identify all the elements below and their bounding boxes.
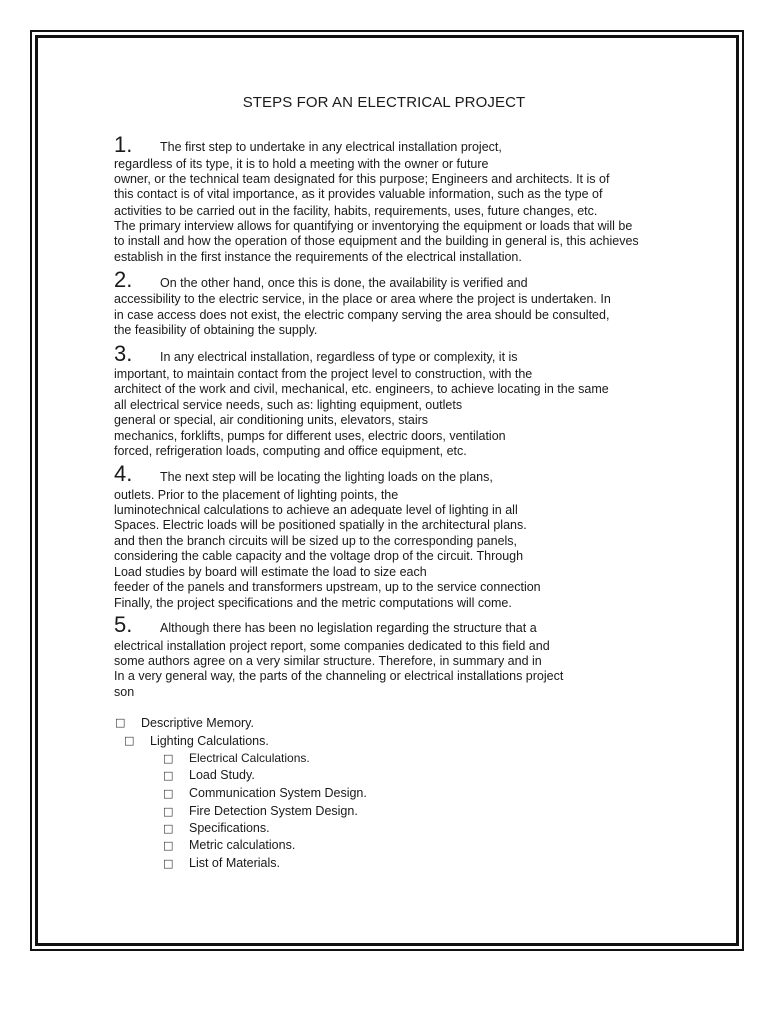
list-item: Specifications. xyxy=(189,821,270,835)
paragraph-line: considering the cable capacity and the voltage drop of the circuit. Through xyxy=(114,549,524,563)
section-number: 1. xyxy=(114,132,133,157)
square-bullet-icon xyxy=(163,857,173,871)
paragraph-line: to install and how the operation of those equipment and the building in general is, this achieves xyxy=(114,234,639,248)
paragraph-line: in case access does not exist, the electric company serving the area should be consulted, xyxy=(114,308,610,322)
square-bullet-icon xyxy=(163,787,173,801)
list-item: Fire Detection System Design. xyxy=(189,804,358,818)
paragraph-line: and then the branch circuits will be sized up to the corresponding panels, xyxy=(114,534,518,548)
paragraph-line: the feasibility of obtaining the supply. xyxy=(114,323,318,337)
square-bullet-icon xyxy=(163,752,173,766)
paragraph-line: establish in the first instance the requirements of the electrical installation. xyxy=(114,250,522,264)
square-bullet-icon xyxy=(115,716,125,730)
paragraph-line: some authors agree on a very similar structure. Therefore, in summary and in xyxy=(114,654,542,668)
paragraph-line: The first step to undertake in any electrical installation project, xyxy=(160,140,502,154)
list-item: Electrical Calculations. xyxy=(189,751,310,765)
paragraph-line: forced, refrigeration loads, computing and office equipment, etc. xyxy=(114,444,467,458)
paragraph-line: son xyxy=(114,685,135,699)
square-bullet-icon xyxy=(163,769,173,783)
paragraph-line: accessibility to the electric service, in the place or area where the project is undertaken. In xyxy=(114,292,611,306)
paragraph-line: Finally, the project specifications and the metric computations will come. xyxy=(114,596,512,610)
document-title: STEPS FOR AN ELECTRICAL PROJECT xyxy=(242,94,526,111)
paragraph-line: activities to be carried out in the facility, habits, requirements, uses, future changes, etc. xyxy=(114,204,598,218)
section-number: 5. xyxy=(114,612,133,637)
list-item: Communication System Design. xyxy=(189,786,367,800)
paragraph-line: this contact is of vital importance, as it provides valuable information, such as the type of xyxy=(114,187,603,201)
square-bullet-icon xyxy=(163,839,173,853)
section-number: 4. xyxy=(114,461,133,486)
paragraph-line: Although there has been no legislation regarding the structure that a xyxy=(160,621,537,635)
square-bullet-icon xyxy=(163,805,173,819)
paragraph-line: feeder of the panels and transformers upstream, up to the service connection xyxy=(114,580,541,594)
paragraph-line: The next step will be locating the lighting loads on the plans, xyxy=(160,470,493,484)
paragraph-line: luminotechnical calculations to achieve an adequate level of lighting in all xyxy=(114,503,518,517)
paragraph-line: important, to maintain contact from the project level to construction, with the xyxy=(114,367,533,381)
paragraph-line: The primary interview allows for quantifying or inventorying the equipment or loads that will be xyxy=(114,219,633,233)
list-item: Lighting Calculations. xyxy=(150,734,269,748)
list-item: Load Study. xyxy=(189,768,255,782)
paragraph-line: owner, or the technical team designated for this purpose; Engineers and architects. It is of xyxy=(114,172,610,186)
paragraph-line: Load studies by board will estimate the load to size each xyxy=(114,565,427,579)
paragraph-line: In any electrical installation, regardless of type or complexity, it is xyxy=(160,350,518,364)
paragraph-line: all electrical service needs, such as: lighting equipment, outlets xyxy=(114,398,463,412)
paragraph-line: electrical installation project report, some companies dedicated to this field and xyxy=(114,639,550,653)
square-bullet-icon xyxy=(163,822,173,836)
paragraph-line: general or special, air conditioning units, elevators, stairs xyxy=(114,413,429,427)
section-number: 2. xyxy=(114,267,133,292)
paragraph-line: regardless of its type, it is to hold a meeting with the owner or future xyxy=(114,157,489,171)
paragraph-line: outlets. Prior to the placement of lighting points, the xyxy=(114,488,399,502)
paragraph-line: architect of the work and civil, mechanical, etc. engineers, to achieve locating in the same xyxy=(114,382,609,396)
list-item: Metric calculations. xyxy=(189,838,296,852)
list-item: List of Materials. xyxy=(189,856,281,870)
paragraph-line: On the other hand, once this is done, the availability is verified and xyxy=(160,276,528,290)
paragraph-line: In a very general way, the parts of the channeling or electrical installations project xyxy=(114,669,564,683)
square-bullet-icon xyxy=(124,734,134,748)
paragraph-line: Spaces. Electric loads will be positioned spatially in the architectural plans. xyxy=(114,518,527,532)
list-item: Descriptive Memory. xyxy=(141,716,254,730)
paragraph-line: mechanics, forklifts, pumps for different uses, electric doors, ventilation xyxy=(114,429,506,443)
section-number: 3. xyxy=(114,341,133,366)
